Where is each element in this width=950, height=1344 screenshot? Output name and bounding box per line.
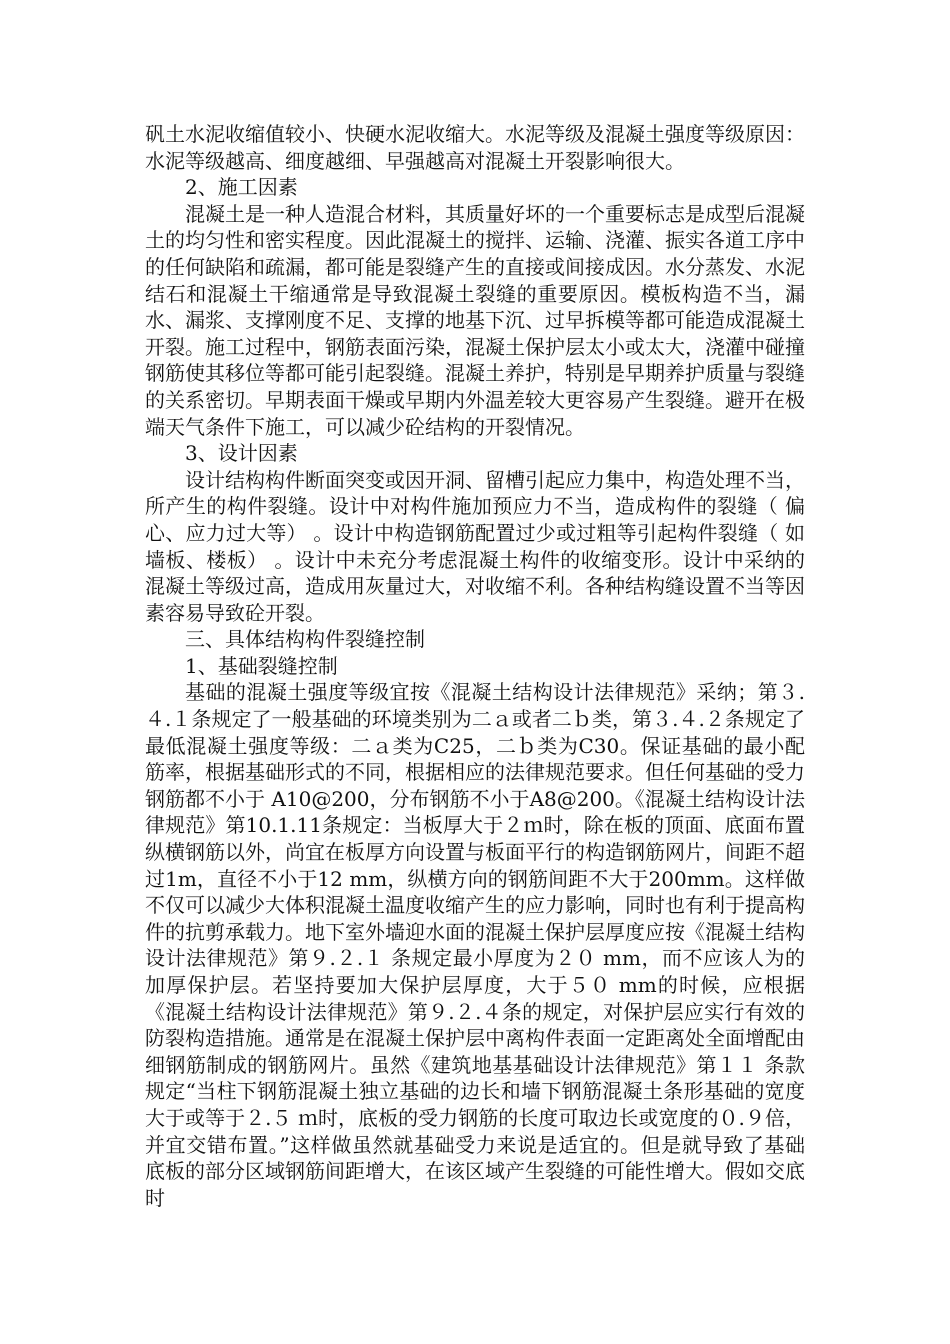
heading-structural-crack-control: 三、具体结构构件裂缝控制 [185,627,425,652]
paragraph-foundation-crack-control: 基础的混凝土强度等级宜按《混凝土结构设计法律规范》采纳；第３.４.１条规定了一般基础的环境类别为二ａ或者二ｂ类，第３.４.２条规定了最低混凝土强度等级：二ａ类为C25，二ｂ类为C30。保证基础的最小配筋率，根据基础形式的不同，根据相应的法律规范要求。但任何基础的受力钢筋都不小于 A10@200，分布钢筋不小于A8@200。《混凝土结构设计法律规范》第10.1.11条规定：当板厚大于２ｍ时，除在板的顶面、底面布置纵横钢筋以外，尚宜在板厚方向设置与板面平行的构造钢筋网片，间距不超过1m，直径不小于12 mm，纵横方向的钢筋间距不大于200mm。这样做不仅可以减少大体积混凝土温度收缩产生的应力影响，同时也有利于提高构件的抗剪承载力。地下室外墙迎水面的混凝土保护层厚度应按《混凝土结构设计法律规范》第９.２.１ 条规定最小厚度为２０ mm，而不应该人为的加厚保护层。若坚持要加大保护层厚度，大于５０ mm的时候，应根据《混凝土结构设计法律规范》第９.２.４条的规定，对保护层应实行有效的防裂构造措施。通常是在混凝土保护层中离构件表面一定距离处全面增配由细钢筋制成的钢筋网片。虽然《建筑地基基础设计法律规范》第１１ 条款规定“当柱下钢筋混凝土独立基础的边长和墙下钢筋混凝土条形基础的宽度大于或等于２.５ ｍ时，底板的受力钢筋的长度可取边长或宽度的０.９倍，并宜交错布置。”这样做虽然就基础受力来说是适宜的。但是就导致了基础底板的部分区域钢筋间距增大，在该区域产生裂缝的可能性增大。假如交底时 [145,680,805,1210]
paragraph-design-factors: 设计结构构件断面突变或因开洞、留槽引起应力集中，构造处理不当，所产生的构件裂缝。设计中对构件施加预应力不当，造成构件的裂缝（ 偏心、应力过大等） 。设计中构造钢筋配置过少或过粗等引起构件裂缝（ 如墙板、楼板） 。设计中未充分考虑混凝土构件的收缩变形。设计中采纳的混凝土等级过高，造成用灰量过大，对收缩不利。各种结构缝设置不当等因素容易导致砼开裂。 [145,467,805,625]
heading-foundation-crack-control: 1、基础裂缝控制 [185,653,338,678]
heading-construction-factors: 2、施工因素 [185,175,298,200]
heading-design-factors: 3、设计因素 [185,441,298,466]
paragraph-construction-factors: 混凝土是一种人造混合材料，其质量好坏的一个重要标志是成型后混凝土的均匀性和密实程度。因此混凝土的搅拌、运输、浇灌、振实各道工序中的任何缺陷和疏漏，都可能是裂缝产生的直接或间接成因。水分蒸发、水泥结石和混凝土干缩通常是导致混凝土裂缝的重要原因。模板构造不当，漏水、漏浆、支撑刚度不足、支撑的地基下沉、过早拆模等都可能造成混凝土开裂。施工过程中，钢筋表面污染，混凝土保护层太小或太大，浇灌中碰撞钢筋使其移位等都可能引起裂缝。混凝土养护，特别是早期养护质量与裂缝的关系密切。早期表面干燥或早期内外温差较大更容易产生裂缝。避开在极端天气条件下施工，可以减少砼结构的开裂情况。 [145,201,805,439]
document-body [145,121,805,1211]
paragraph-cement-shrinkage: 矾土水泥收缩值较小、快硬水泥收缩大。水泥等级及混凝土强度等级原因：水泥等级越高、细度越细、早强越高对混凝土开裂影响很大。 [145,122,805,173]
